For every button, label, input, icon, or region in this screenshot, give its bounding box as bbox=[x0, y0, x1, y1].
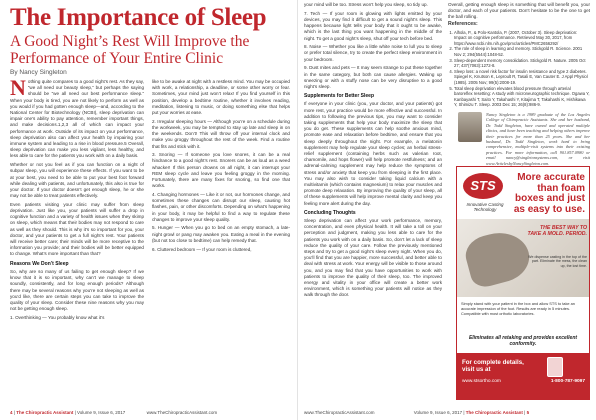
left-column-1 bbox=[10, 75, 144, 324]
left-footer: 4 | The Chiropractic Assistant | Volume 9, Issue 6, 2017 www.TheChiropracticAssistant.com bbox=[10, 410, 218, 415]
intro-paragraph: Nothing quite compares to a good night’s rest. As they say, “we all need our beauty sleep,” but perhaps the saying should be “we all need our best performance sleep.” When your body is tired, you are not likely to perform as well as you would if you had gotten enough sleep—and, according to the National Center for Biotechnology (NCBI), sleep deprivation can impair one’s ability to pay attention, remember important things, and make decisions.1,2,3 all of which can impact your performance at work. Outside of its impact on your performance, sleep deprivation also can affect your health by impairing your immune system and leading to a rise in blood pressure.5 Overall, sleep deprivation can make you less vigilant, less healthy, and less able to care for the patients you work with on a daily basis. bbox=[10, 75, 144, 159]
article-subtitle: A Good Night’s Rest Will Improve the Performance of Your Entire Clinic bbox=[10, 33, 250, 67]
list-item: 1. Overthinking — You probably know what it’s bbox=[10, 314, 105, 320]
paragraph: Whether or not you feel as if you can function on a night of subpar sleep, you will experience these effects. If you want to be at your best, you need to be able to put your best foot forward while dealing with patients, and unfortunately, this also is true for your doctor. If your doctor doesn’t get enough sleep, he or she may not be able to treat patients effectively. bbox=[10, 162, 144, 199]
byline: By Nancy Singleton bbox=[10, 69, 67, 76]
ad-website-link[interactable]: www.stsortho.com bbox=[462, 379, 501, 384]
paragraph: Even patients visiting your clinic may suffer from sleep deprivation. Just like you, your patients will suffer a drop in cognitive function and a variety of health issues when they skimp on sleep, which means that their bodies may not respond to care as well as they should. This is why it’s so important for you, your doctor, and your patients to get a full night’s rest. Your patients will receive better care; their minds will be more receptive to the information you provide; and their bodies will be better equipped to change. What’s more important than that? bbox=[10, 201, 144, 257]
author-photo bbox=[458, 112, 482, 142]
drop-cap: N bbox=[10, 75, 26, 100]
ad-header bbox=[457, 167, 589, 219]
ad-dispense-text: We dispense casting in the top of the part. Eliminate the mess, the clean up, the lost time. bbox=[528, 255, 587, 268]
paragraph: If everyone in your clinic (you, your doctor, and your patients) got more rest, your practice would be more effective and successful. In addition to following the previous tips, you may want to consider taking supplements that help your body maximize the sleep that you do get. These supplements can help soothe anxious mind, promote ease and relaxation before bedtime, and ensure that you sleep deeply throughout the night. For example, a melatonin supplement may help regulate your sleep cycles; an herbal stress-relief supplement (containing herbs such as valerian root, chamomile, and hops flower) will help promote restfulness; and an adrenal-calming supplement may help reduce the symptoms of stress and/or anxiety that keep you from sleeping in the first place. You may also wish to consider taking liquid calcium with a multivitamin (which contains magnesium) to relax your muscles and promote deep relaxation. By improving the quality of your sleep, all of these supplements will help improve mental clarity and keep you feeling more alert during the day. bbox=[304, 101, 442, 206]
logo-tagline: Innovative Casting Technology bbox=[466, 202, 504, 212]
ad-benefit: Eliminates all retaking and provides excellent conformity. bbox=[468, 335, 578, 347]
reference-item: 3. Sleep-dependent memory consolidation. Stickgold R. Nature. 2005 Oct 27; 437(7063):1272-8. bbox=[454, 58, 590, 69]
right-page bbox=[298, 0, 596, 420]
issue-info: Volume 9, Issue 6, 2017 bbox=[413, 410, 463, 415]
section-heading-supplements: Supplements for Better Sleep bbox=[304, 93, 375, 100]
ad-image bbox=[457, 219, 589, 297]
list-item: 5. Hunger — When you go to bed on an empty stomach, a late-night growl or pang may awaken you. Eating a meal in the evening (but not too close to bedtime) can help remedy that. bbox=[152, 225, 290, 243]
closing-paragraph: Overall, getting enough sleep is something that will benefit you, your doctor, and each of your patients. Don’t hesitate to be the one to get the ball rolling. bbox=[448, 2, 590, 20]
list-item: 4. Changing hormones — Like it or not, our hormones change, and sometimes these changes can disrupt our sleep, causing hot flashes, pain, or other discomforts. Depending on what’s happening in your body, it may be helpful to find a way to regulate these changes to improve your sleep quality. bbox=[152, 191, 290, 222]
list-item: 8. Noise — Whether you like a little white noise to lull you to sleep or prefer total silence, try to create the perfect sleep environment in your bedroom. bbox=[304, 44, 442, 62]
right-footer: www.TheChiropracticAssistant.com Volume 9, Issue 6, 2017 | The Chiropractic Assistant | 5 bbox=[304, 410, 530, 415]
paragraph: So, why are so many of us failing to get enough sleep? If we know that it is so important, why can’t we manage to sleep soundly, consistently, and for long enough periods? Although there may be several reasons why you’re not sleeping as well as you’d like, there are certain steps you can take to improve the quality of your sleep. Consider these nine reasons why you may not be getting enough sleep. bbox=[10, 268, 144, 312]
ad-call-to-action: For complete details, visit us at bbox=[462, 359, 524, 373]
page-number: 4 bbox=[10, 410, 13, 415]
list-item: 6. Cluttered bedroom — If your room is cluttered, bbox=[152, 246, 252, 252]
issue-info: Volume 9, Issue 6, 2017 bbox=[77, 410, 126, 415]
article-title: The Importance of Sleep bbox=[10, 4, 267, 31]
author-bio bbox=[458, 112, 590, 166]
right-column-1 bbox=[304, 2, 442, 301]
phone-icon bbox=[547, 357, 563, 377]
ad-footer bbox=[457, 353, 589, 399]
ad-headline: More accurate than foam boxes and just as easy to use. bbox=[513, 172, 585, 215]
website-link[interactable]: www.TheChiropracticAssistant.com bbox=[304, 410, 375, 415]
list-item: 3. Snoring — If someone you love snores, it can be a real hindrance to a good night’s rest. Snorers can be as loud as a weed whacker! If this person drowns on all night, it can interrupt your REM sleep cycle and leave you feeling groggy in the morning. Fortunately, there are many fixes for snoring, so find one that works. bbox=[152, 152, 290, 189]
left-column-2 bbox=[152, 79, 290, 255]
reference-item: 4. Sleep loss: a novel risk factor for insulin resistance and type 2 diabetes. Spiegel K, Knutson K, Leproult R, Tasali E, Van Cauter E. J Appl Physiol (1985). 2005 Nov; 99(5):2008-19. bbox=[454, 69, 590, 86]
ad-copy: Simply stand with your patient in the box and allow STS to take an accurate impression of the foot. Results are ready in 5 minutes. Compatible with most orthotic laboratories. bbox=[461, 301, 575, 316]
magazine-name: The Chiropractic Assistant bbox=[465, 410, 523, 415]
list-item: 7. Tech — If your room is glowing with lights emitted by your devices, you may find it difficult to get a sound night’s sleep. This happens because light tells your body that it ought to be awake, which is the last thing you want happening in the middle of the night. To get a good night’s sleep, shut off your tech before bed. bbox=[304, 10, 442, 41]
sts-logo: STS bbox=[463, 173, 503, 199]
reference-item: 1. Alhola, P., & Polo-Kantola, P. (2007, October 3). Sleep deprivation: Impact on cognitive performance. Retrieved May 30, 2017, from https://www.ncbi.nlm.nih.gov/pmc/articles/PMC2656292/ bbox=[454, 30, 590, 47]
ad-phone-number[interactable]: 1-800-787-9097 bbox=[550, 379, 585, 384]
list-item: 9. Dust mites and pets — It may seem strange to put these together in the same category, but both can cause allergies. Waking up sneezing or with a stuffy nose can be very disruptive to a good night’s sleep. bbox=[304, 65, 442, 89]
references-heading: References: bbox=[448, 21, 478, 27]
section-heading-reasons: Reasons We Don’t Sleep bbox=[10, 260, 69, 267]
page-number: 5 bbox=[526, 410, 530, 415]
references bbox=[448, 22, 590, 108]
website-link[interactable]: www.TheChiropracticAssistant.com bbox=[146, 410, 218, 415]
reference-item: 5. Total sleep deprivation elevates blood pressure through arterial baroreflex resetting: A study with microneurographic technique. Ogawa Y, Kanbayashi T, Saito Y, Takahashi Y, Kitajima T, Takahashi K, Hishikawa Y, Shimizu T. Sleep. 2003 Dec 15; 26(8):986-9. bbox=[454, 86, 590, 108]
bio-text: Nancy Singleton is a 1989 graduate of the Los Angeles College of Chiropractic Assistants. She and her husband, Dr. Todd Singleton, have owned and operated multiple clinics, and have been teaching and helping others improve their practices for more than 25 years. She and her husband, Dr. Todd Singleton, work hard to bring comprehensive, multiple-visit systems into their existing practices. For more information, call 901.857.0980 or email nancy@singletonsystems.com, or visit www.ArticlesbyNancySingleton.com. bbox=[486, 112, 590, 166]
paragraph: your mind will be too. Stress won’t help you sleep, so tidy up. bbox=[304, 2, 428, 7]
paragraph: Sleep deprivation can affect your work performance, memory, concentration, and even physical health. It will take a toll on your perception and judgment, making you less able to care for the patients you work with on a daily basis. So, don’t let a lack of sleep reduce the quality of your care. Follow the previously mentioned steps and try to get a good night’s sleep every night. When you do, you’ll find that you are happier, more successful, and better able to deal with stress at work. Your energy will be visible to those around you, and you may find that you have opportunities to work with patients to improve the quality of their sleep, too. The improved energy and vitality in your office will create a better work environment, which is something your patients will notice as they walk through the door. bbox=[304, 218, 442, 298]
section-heading-conclusion: Concluding Thoughts bbox=[304, 209, 356, 216]
paragraph: like to be awake at night with a restless mind. You may be occupied with work, a relationship, a deadline, or some other worry or fear. Sometimes, your mind just won’t relax! If you find yourself in this position, develop a bedtime routine, whether it involves reading, meditation, listening to music, or doing something else that helps put your worries at ease. bbox=[152, 79, 290, 116]
list-item: 2. Irregular sleeping hours — Although you’re on a schedule during the workweek, you may be tempted to stay up late and sleep in on the weekends. Don’t! This will throw off your internal clock and make you groggy throughout the rest of the week. Find a routine that fits and stick with it. bbox=[152, 118, 290, 149]
magazine-name: The Chiropractic Assistant bbox=[16, 410, 74, 415]
reference-item: 2. The role of sleep in learning and memory. Stickgold R. Science. 2001 Nov 2; 294(5544):1048-52. bbox=[454, 46, 590, 57]
sts-advertisement[interactable] bbox=[456, 166, 590, 400]
ad-tagline: THE BEST WAY TO TAKE A MOLD. PERIOD. bbox=[527, 225, 587, 237]
foot-mold-image bbox=[462, 226, 535, 290]
